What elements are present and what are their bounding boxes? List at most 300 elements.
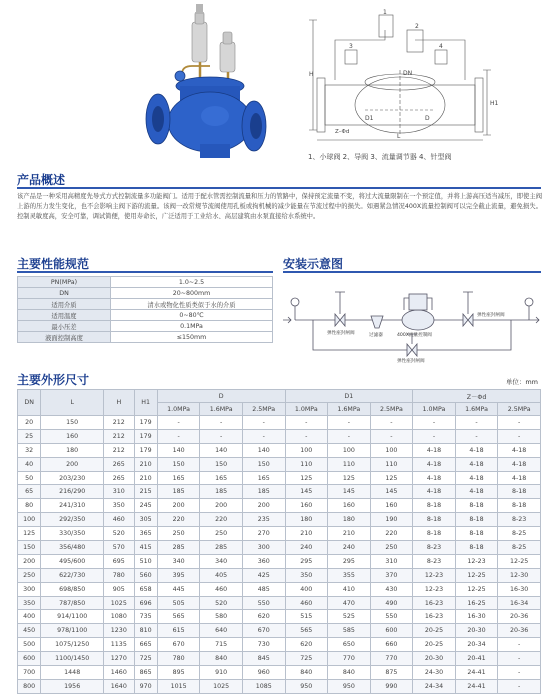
table-cell: 165 <box>200 471 243 485</box>
table-cell: 16-23 <box>413 610 456 624</box>
table-cell: - <box>498 429 541 443</box>
table-cell: 270 <box>242 527 285 541</box>
table-cell: 125 <box>285 471 328 485</box>
table-cell: 215 <box>134 485 157 499</box>
table-cell: 160 <box>328 499 371 513</box>
drawing-caption: 1、小球阀 2、导阀 3、流量调节器 4、针型阀 <box>308 153 452 161</box>
spec-value: 0~80℃ <box>111 310 273 321</box>
table-cell: 840 <box>200 652 243 666</box>
table-cell: 20-30 <box>455 624 498 638</box>
table-cell: - <box>413 429 456 443</box>
table-cell: 600 <box>18 652 41 666</box>
table-row <box>18 638 541 652</box>
table-row <box>18 485 541 499</box>
table-cell: 787/850 <box>41 596 104 610</box>
table-cell: 565 <box>157 610 200 624</box>
table-cell: - <box>328 416 371 430</box>
table-cell: 160 <box>370 499 413 513</box>
table-cell: 4-18 <box>455 485 498 499</box>
table-cell: 425 <box>242 568 285 582</box>
table-cell: 24-34 <box>413 679 456 693</box>
table-cell: 125 <box>328 471 371 485</box>
svg-text:D1: D1 <box>365 115 374 122</box>
table-cell: 395 <box>157 568 200 582</box>
col-header-pressure: 2.5MPa <box>498 403 541 416</box>
spec-row <box>18 321 273 332</box>
table-cell: 410 <box>328 582 371 596</box>
table-row <box>18 471 541 485</box>
table-cell: 810 <box>134 624 157 638</box>
table-cell: 12-23 <box>413 568 456 582</box>
col-header-pressure: 1.0MPa <box>285 403 328 416</box>
table-cell: 640 <box>200 624 243 638</box>
table-cell: 310 <box>104 485 134 499</box>
label-left-valve: 弹性座封闸阀 <box>327 331 355 336</box>
svg-text:2: 2 <box>415 23 419 30</box>
table-cell: 20-41 <box>455 652 498 666</box>
table-row <box>18 652 541 666</box>
table-cell: 179 <box>134 429 157 443</box>
table-cell: 295 <box>285 554 328 568</box>
table-cell: 40 <box>18 457 41 471</box>
table-row <box>18 624 541 638</box>
table-cell: 510 <box>134 554 157 568</box>
table-cell: 520 <box>200 596 243 610</box>
spec-value: 清水或物化性质类似于水的介质 <box>111 299 273 310</box>
table-cell: 150 <box>41 416 104 430</box>
table-cell: 240 <box>285 541 328 555</box>
table-cell: 1270 <box>104 652 134 666</box>
table-row <box>18 429 541 443</box>
table-cell: 8-18 <box>455 513 498 527</box>
table-cell: 400 <box>18 610 41 624</box>
col-header-l: L <box>41 390 104 416</box>
table-cell: 160 <box>41 429 104 443</box>
table-cell: - <box>370 416 413 430</box>
table-cell: 460 <box>104 513 134 527</box>
label-right-valve: 弹性座封闸阀 <box>477 313 505 318</box>
valve-section-drawing <box>305 9 499 145</box>
table-cell: 250 <box>370 541 413 555</box>
svg-text:H: H <box>309 71 314 78</box>
table-cell: 8-18 <box>413 527 456 541</box>
table-cell: - <box>285 429 328 443</box>
table-cell: 4-18 <box>455 471 498 485</box>
table-cell: 570 <box>104 541 134 555</box>
table-cell: 8-18 <box>498 499 541 513</box>
table-cell: 32 <box>18 443 41 457</box>
table-cell: 1135 <box>104 638 134 652</box>
col-header-dn: DN <box>18 390 41 416</box>
table-cell: 670 <box>242 624 285 638</box>
table-cell: 100 <box>18 513 41 527</box>
table-cell: 840 <box>328 666 371 680</box>
table-cell: 150 <box>157 457 200 471</box>
table-cell: 20-36 <box>498 610 541 624</box>
table-cell: - <box>455 429 498 443</box>
table-cell: 250 <box>18 568 41 582</box>
table-cell: 241/310 <box>41 499 104 513</box>
table-cell: 265 <box>104 457 134 471</box>
table-cell: 295 <box>328 554 371 568</box>
install-title: 安装示意图 <box>283 257 344 271</box>
col-header-pressure: 1.6MPa <box>200 403 243 416</box>
table-cell: 550 <box>242 596 285 610</box>
table-cell: 550 <box>370 610 413 624</box>
table-cell: 20-25 <box>413 624 456 638</box>
label-bottom-valve: 弹性座封闸阀 <box>397 359 425 364</box>
table-row <box>18 610 541 624</box>
install-diagram <box>283 272 541 362</box>
table-cell: 200 <box>200 499 243 513</box>
table-cell: 990 <box>370 679 413 693</box>
table-cell: 165 <box>157 471 200 485</box>
table-cell: 12-23 <box>455 554 498 568</box>
table-cell: 1075/1250 <box>41 638 104 652</box>
table-cell: 800 <box>18 679 41 693</box>
table-cell: 725 <box>134 652 157 666</box>
table-cell: 715 <box>200 638 243 652</box>
col-header-pressure: 2.5MPa <box>242 403 285 416</box>
table-cell: 220 <box>200 513 243 527</box>
table-cell: 12-30 <box>498 568 541 582</box>
spec-label: 液面控制高度 <box>18 332 111 343</box>
table-cell: 650 <box>328 638 371 652</box>
svg-text:D: D <box>425 115 430 122</box>
table-cell: - <box>328 429 371 443</box>
table-cell: 179 <box>134 443 157 457</box>
table-cell: 150 <box>200 457 243 471</box>
table-cell: 285 <box>157 541 200 555</box>
table-cell: 65 <box>18 485 41 499</box>
table-cell: 8-25 <box>498 527 541 541</box>
overview-title: 产品概述 <box>17 173 66 187</box>
table-cell: 16-34 <box>498 596 541 610</box>
table-cell: - <box>498 638 541 652</box>
svg-text:1: 1 <box>383 9 387 16</box>
table-cell: 8-18 <box>413 513 456 527</box>
table-cell: 360 <box>242 554 285 568</box>
spec-label: 适用介质 <box>18 299 111 310</box>
table-row <box>18 679 541 693</box>
table-cell: 20 <box>18 416 41 430</box>
table-cell: 125 <box>18 527 41 541</box>
table-row <box>18 527 541 541</box>
table-cell: 1230 <box>104 624 134 638</box>
table-cell: 840 <box>285 666 328 680</box>
table-cell: 305 <box>134 513 157 527</box>
spec-value: ≤150mm <box>111 332 273 343</box>
table-row <box>18 596 541 610</box>
table-cell: 160 <box>285 499 328 513</box>
table-row <box>18 666 541 680</box>
table-cell: 210 <box>134 457 157 471</box>
table-cell: 220 <box>157 513 200 527</box>
table-cell: 960 <box>242 666 285 680</box>
dimensions-table <box>17 389 541 694</box>
label-filter: 过滤器 <box>369 333 383 338</box>
spec-label: DN <box>18 288 111 299</box>
table-cell: 140 <box>242 443 285 457</box>
table-cell: 665 <box>134 638 157 652</box>
table-cell: 914/1100 <box>41 610 104 624</box>
table-cell: 250 <box>157 527 200 541</box>
table-cell: 735 <box>134 610 157 624</box>
table-cell: 580 <box>200 610 243 624</box>
table-row <box>18 554 541 568</box>
table-cell: 500 <box>18 638 41 652</box>
table-cell: 110 <box>370 457 413 471</box>
table-cell: 670 <box>157 638 200 652</box>
table-cell: 725 <box>285 652 328 666</box>
col-header-pressure: 1.0MPa <box>413 403 456 416</box>
table-cell: 210 <box>134 471 157 485</box>
col-header-h1: H1 <box>134 390 157 416</box>
col-header-pressure: 1.0MPa <box>157 403 200 416</box>
table-cell: 895 <box>157 666 200 680</box>
table-row <box>18 457 541 471</box>
table-cell: 210 <box>285 527 328 541</box>
table-cell: 125 <box>370 471 413 485</box>
table-cell: 200 <box>157 499 200 513</box>
table-cell: 660 <box>370 638 413 652</box>
table-cell: 1025 <box>104 596 134 610</box>
table-row <box>18 499 541 513</box>
table-cell: 370 <box>370 568 413 582</box>
table-cell: 1460 <box>104 666 134 680</box>
table-cell: 300 <box>242 541 285 555</box>
table-cell: 950 <box>328 679 371 693</box>
table-cell: 658 <box>134 582 157 596</box>
table-cell: 12-25 <box>455 568 498 582</box>
table-cell: 265 <box>104 471 134 485</box>
table-cell: 430 <box>370 582 413 596</box>
dimensions-title: 主要外形尺寸 <box>17 373 90 387</box>
table-cell: 8-18 <box>455 499 498 513</box>
table-row <box>18 513 541 527</box>
table-cell: 8-18 <box>455 541 498 555</box>
spec-label: 适用温度 <box>18 310 111 321</box>
specs-table <box>17 276 273 343</box>
table-cell: 1025 <box>200 679 243 693</box>
table-cell: 1956 <box>41 679 104 693</box>
table-cell: 16-25 <box>455 596 498 610</box>
table-cell: 145 <box>285 485 328 499</box>
table-cell: 180 <box>328 513 371 527</box>
table-cell: 165 <box>242 471 285 485</box>
table-cell: 445 <box>157 582 200 596</box>
col-header-h: H <box>104 390 134 416</box>
table-cell: 1015 <box>157 679 200 693</box>
table-cell: 180 <box>41 443 104 457</box>
table-cell: - <box>242 429 285 443</box>
table-cell: 8-23 <box>413 541 456 555</box>
table-cell: 16-30 <box>498 582 541 596</box>
table-cell: 350 <box>18 596 41 610</box>
table-cell: 110 <box>285 457 328 471</box>
table-cell: 140 <box>157 443 200 457</box>
table-cell: 16-30 <box>455 610 498 624</box>
table-cell: 340 <box>157 554 200 568</box>
table-cell: 910 <box>200 666 243 680</box>
table-cell: 190 <box>370 513 413 527</box>
table-cell: 730 <box>242 638 285 652</box>
table-cell: 200 <box>242 499 285 513</box>
table-cell: 235 <box>242 513 285 527</box>
col-header-pressure: 1.6MPa <box>455 403 498 416</box>
table-cell: 1640 <box>104 679 134 693</box>
table-cell: 24-30 <box>413 666 456 680</box>
overview-divider <box>17 187 541 189</box>
table-cell: 1080 <box>104 610 134 624</box>
spec-row <box>18 299 273 310</box>
table-cell: 25 <box>18 429 41 443</box>
table-cell: - <box>200 416 243 430</box>
table-cell: - <box>455 416 498 430</box>
table-cell: - <box>498 416 541 430</box>
table-cell: - <box>242 416 285 430</box>
spec-label: 最小压差 <box>18 321 111 332</box>
table-cell: 12-25 <box>455 582 498 596</box>
table-cell: 495/600 <box>41 554 104 568</box>
svg-text:DN: DN <box>403 70 413 77</box>
table-cell: 565 <box>285 624 328 638</box>
table-cell: 24-41 <box>455 679 498 693</box>
table-cell: 185 <box>157 485 200 499</box>
table-cell: 450 <box>18 624 41 638</box>
table-row <box>18 541 541 555</box>
table-cell: 505 <box>157 596 200 610</box>
specs-title: 主要性能规范 <box>17 257 90 271</box>
spec-label: PN(MPa) <box>18 277 111 288</box>
table-cell: 145 <box>370 485 413 499</box>
table-cell: 145 <box>328 485 371 499</box>
table-cell: 200 <box>18 554 41 568</box>
table-cell: 310 <box>370 554 413 568</box>
table-cell: 780 <box>104 568 134 582</box>
table-cell: 340 <box>200 554 243 568</box>
table-cell: 1448 <box>41 666 104 680</box>
spec-row <box>18 277 273 288</box>
table-cell: 460 <box>200 582 243 596</box>
table-cell: 978/1100 <box>41 624 104 638</box>
spec-value: 0.1MPa <box>111 321 273 332</box>
table-cell: 150 <box>18 541 41 555</box>
table-cell: 185 <box>200 485 243 499</box>
table-cell: 845 <box>242 652 285 666</box>
table-cell: 250 <box>200 527 243 541</box>
table-cell: 1085 <box>242 679 285 693</box>
table-cell: 4-18 <box>498 443 541 457</box>
table-cell: 696 <box>134 596 157 610</box>
col-header-pressure: 1.6MPa <box>328 403 371 416</box>
table-cell: 24-41 <box>455 666 498 680</box>
table-cell: 470 <box>328 596 371 610</box>
table-cell: 212 <box>104 429 134 443</box>
table-cell: 12-23 <box>413 582 456 596</box>
svg-text:L: L <box>397 133 401 140</box>
spec-row <box>18 310 273 321</box>
table-cell: 356/480 <box>41 541 104 555</box>
table-cell: 245 <box>134 499 157 513</box>
table-cell: 970 <box>134 679 157 693</box>
table-cell: - <box>157 416 200 430</box>
table-cell: - <box>285 416 328 430</box>
table-cell: - <box>498 652 541 666</box>
table-cell: 350 <box>104 499 134 513</box>
table-cell: 355 <box>328 568 371 582</box>
table-cell: 875 <box>370 666 413 680</box>
table-cell: 100 <box>285 443 328 457</box>
table-cell: 8-23 <box>498 513 541 527</box>
table-cell: 216/290 <box>41 485 104 499</box>
specs-divider <box>17 271 273 273</box>
table-cell: 8-18 <box>498 485 541 499</box>
table-cell: 905 <box>104 582 134 596</box>
table-cell: 20-36 <box>498 624 541 638</box>
col-header-zd: Z－Φd <box>413 390 541 403</box>
table-cell: 4-18 <box>455 443 498 457</box>
table-cell: 292/350 <box>41 513 104 527</box>
table-cell: 300 <box>18 582 41 596</box>
table-cell: 490 <box>370 596 413 610</box>
table-cell: 8-23 <box>413 554 456 568</box>
table-cell: 203/230 <box>41 471 104 485</box>
table-cell: 950 <box>285 679 328 693</box>
table-cell: 4-18 <box>455 457 498 471</box>
table-cell: 460 <box>285 596 328 610</box>
table-cell: 620 <box>285 638 328 652</box>
table-row <box>18 416 541 430</box>
svg-text:4: 4 <box>439 43 443 50</box>
table-cell: 20-30 <box>413 652 456 666</box>
table-cell: 8-18 <box>413 499 456 513</box>
col-header-pressure: 2.5MPa <box>370 403 413 416</box>
table-cell: 698/850 <box>41 582 104 596</box>
table-cell: 110 <box>328 457 371 471</box>
table-cell: 415 <box>134 541 157 555</box>
table-cell: 525 <box>328 610 371 624</box>
table-cell: 100 <box>328 443 371 457</box>
table-cell: 20-34 <box>455 638 498 652</box>
label-main-valve: 400X流量控制阀 <box>397 333 432 338</box>
table-cell: 12-25 <box>498 554 541 568</box>
table-cell: 185 <box>242 485 285 499</box>
spec-value: 20~800mm <box>111 288 273 299</box>
table-cell: 520 <box>104 527 134 541</box>
table-cell: 80 <box>18 499 41 513</box>
table-cell: 20-25 <box>413 638 456 652</box>
table-cell: 200 <box>41 457 104 471</box>
table-cell: 240 <box>328 541 371 555</box>
table-cell: 485 <box>242 582 285 596</box>
table-cell: 350 <box>285 568 328 582</box>
col-header-d: D <box>157 390 285 403</box>
table-cell: - <box>370 429 413 443</box>
table-cell: 210 <box>328 527 371 541</box>
table-cell: - <box>498 679 541 693</box>
table-cell: 622/730 <box>41 568 104 582</box>
table-cell: 50 <box>18 471 41 485</box>
col-header-d1: D1 <box>285 390 413 403</box>
table-cell: 405 <box>200 568 243 582</box>
table-cell: 770 <box>328 652 371 666</box>
table-cell: 8-18 <box>455 527 498 541</box>
table-cell: 4-18 <box>498 471 541 485</box>
table-cell: 4-18 <box>498 457 541 471</box>
table-cell: 179 <box>134 416 157 430</box>
table-cell: 600 <box>370 624 413 638</box>
